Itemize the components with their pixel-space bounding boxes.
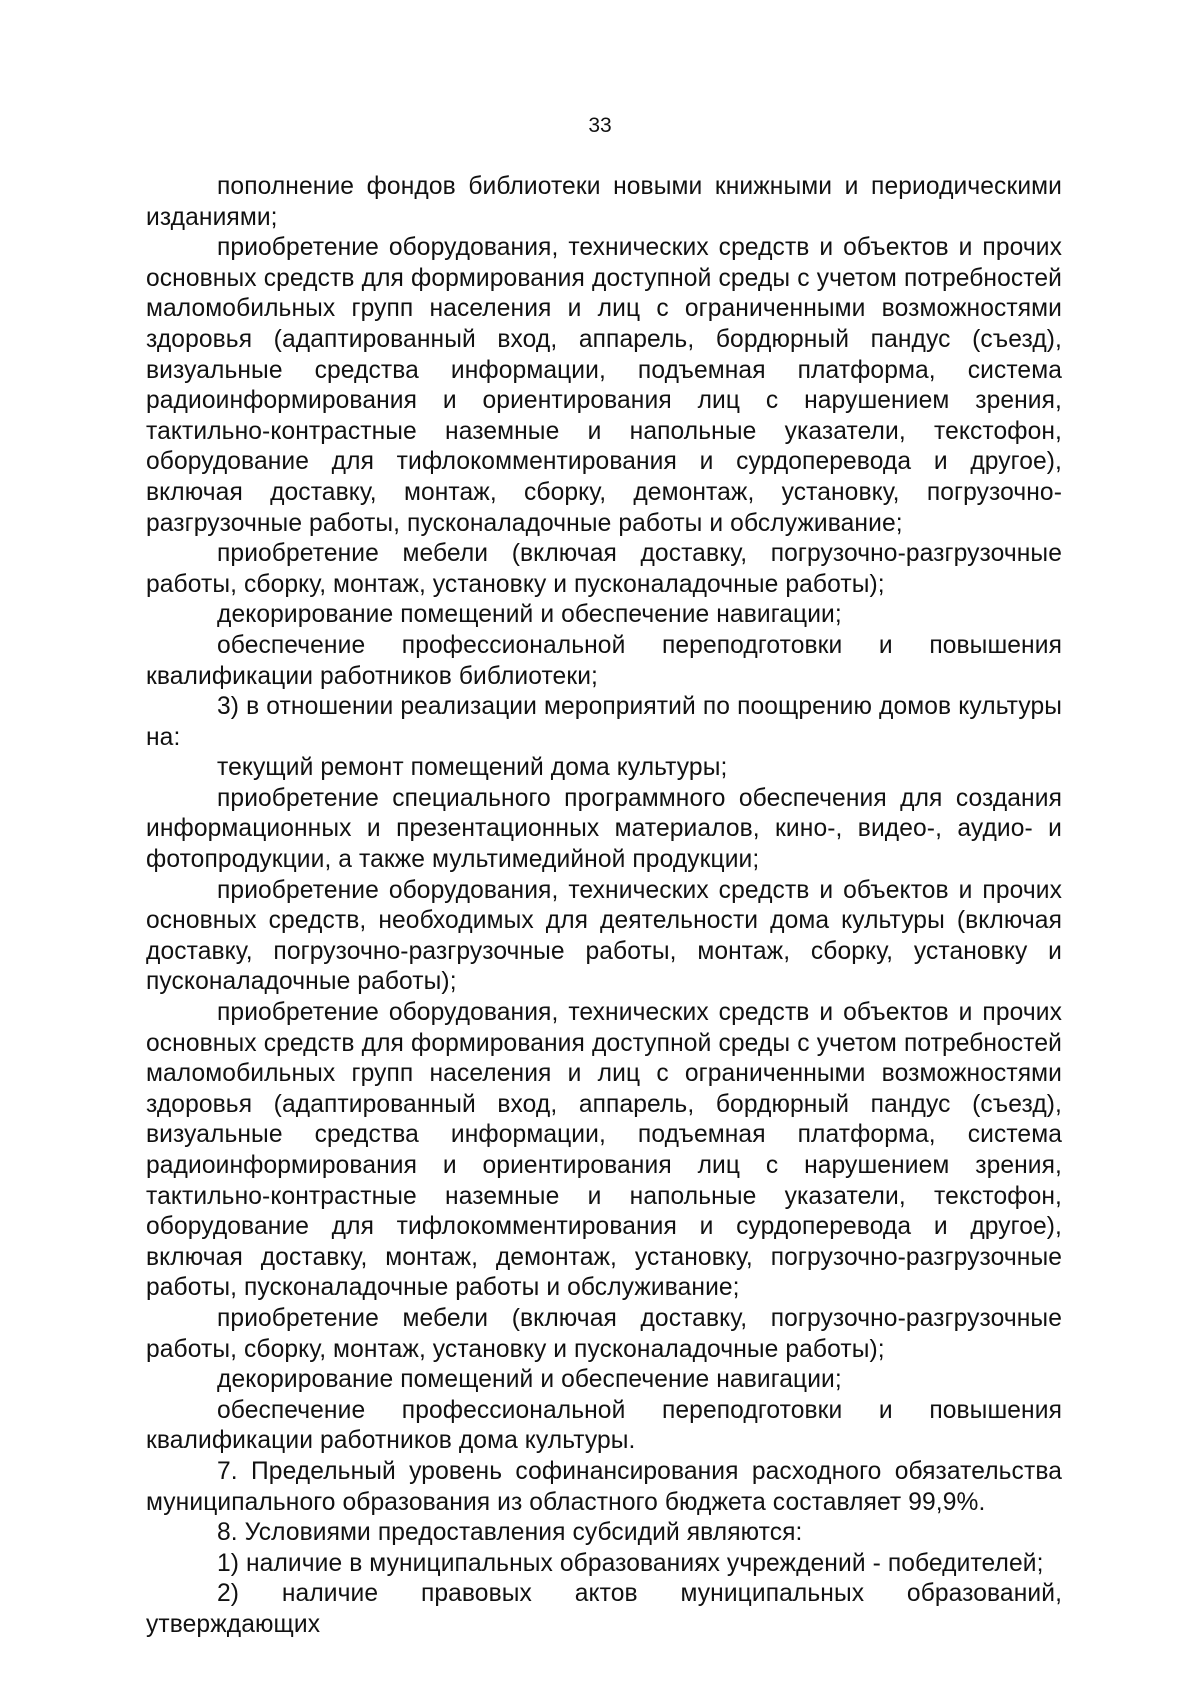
paragraph: приобретение мебели (включая доставку, погрузочно-разгрузочные работы, сборку, монтаж, установку и пусконаладочные работы); <box>146 540 1062 598</box>
paragraph: приобретение оборудования, технических средств и объектов и прочих основных средств, необходимых для деятельности дома культуры (включая доставку, погрузочно-разгрузочные работы, монтаж, сборку, установку и пусконаладочные работы); <box>146 876 1062 996</box>
page-number: 33 <box>588 114 612 137</box>
paragraph: обеспечение профессиональной переподготовки и повышения квалификации работников библиотеки; <box>146 631 1062 690</box>
paragraph: декорирование помещений и обеспечение навигации; <box>217 601 842 629</box>
paragraph: 2) наличие правовых актов муниципальных образований, утверждающих <box>146 1580 1062 1638</box>
paragraph: приобретение специального программного обеспечения для создания информационных и презентационных материалов, кино-, видео-, аудио- и фотопродукции, а также мультимедийной продукции; <box>146 784 1062 874</box>
paragraph: 7. Предельный уровень софинансирования расходного обязательства муниципального образования из областного бюджета составляет 99,9%. <box>146 1457 1062 1516</box>
paragraph: обеспечение профессиональной переподготовки и повышения квалификации работников дома культуры. <box>146 1396 1062 1455</box>
paragraph: 1) наличие в муниципальных образованиях учреждений - победителей; <box>217 1549 1044 1577</box>
paragraph: приобретение мебели (включая доставку, погрузочно-разгрузочные работы, сборку, монтаж, установку и пусконаладочные работы); <box>146 1304 1062 1363</box>
paragraph: 3) в отношении реализации мероприятий по поощрению домов культуры на: <box>146 693 1062 751</box>
document-body <box>146 172 1062 1641</box>
paragraph: 8. Условиями предоставления субсидий являются: <box>217 1519 803 1547</box>
paragraph: приобретение оборудования, технических средств и объектов и прочих основных средств для формирования доступной среды с учетом потребностей маломобильных групп населения и лиц с ограниченными возможностями здоровья (адаптированный вход, аппарель, бордюрный пандус (съезд), визуальные средства информации, подъемная платформа, система радиоинформирования и ориентирования лиц с нарушением зрения, тактильно-контрастные наземные и напольные указатели, текстофон, оборудование для тифлокомментирования и сурдоперевода и другое), включая доставку, монтаж, сборку, демонтаж, установку, погрузочно-разгрузочные работы, пусконаладочные работы и обслуживание; <box>146 234 1062 537</box>
paragraph: текущий ремонт помещений дома культуры; <box>217 754 728 782</box>
paragraph: пополнение фондов библиотеки новыми книжными и периодическими изданиями; <box>146 173 1062 231</box>
paragraph: декорирование помещений и обеспечение навигации; <box>217 1366 842 1394</box>
paragraph: приобретение оборудования, технических средств и объектов и прочих основных средств для формирования доступной среды с учетом потребностей маломобильных групп населения и лиц с ограниченными возможностями здоровья (адаптированный вход, аппарель, бордюрный пандус (съезд), визуальные средства информации, подъемная платформа, система радиоинформирования и ориентирования лиц с нарушением зрения, тактильно-контрастные наземные и напольные указатели, текстофон, оборудование для тифлокомментирования и сурдоперевода и другое), включая доставку, монтаж, демонтаж, установку, погрузочно-разгрузочные работы, пусконаладочные работы и обслуживание; <box>146 999 1062 1302</box>
